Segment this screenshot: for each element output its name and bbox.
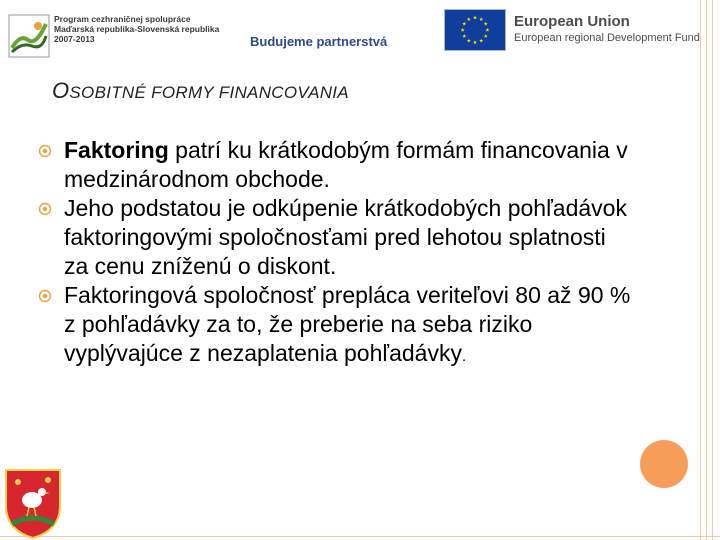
bullet-text: Faktoringová spoločnosť prepláca veriteľovi 80 až 90 % z pohľadávky za to, že preberie na seba riziko vyplývajúce z nezaplatenia pohľadávky (64, 282, 631, 366)
eu-title: European Union (514, 13, 630, 30)
program-line: Maďarská republika-Slovenská republika (54, 24, 220, 34)
bullet-sun-icon (38, 144, 52, 158)
bullet-item (34, 281, 634, 371)
program-line: Program cezhraničnej spolupráce (54, 14, 191, 24)
bullet-sun-icon (38, 202, 52, 216)
eu-subtitle: European regional Development Fund (514, 32, 700, 44)
eu-flag-icon (444, 9, 506, 51)
title-rest: SOBITNÉ FORMY FINANCOVANIA (69, 83, 349, 102)
bullet-tail: . (461, 348, 467, 365)
border-line (0, 536, 720, 537)
border-line (706, 0, 707, 540)
bullet-sun-icon (38, 289, 52, 303)
program-logo-icon (8, 14, 50, 58)
slide-content (34, 136, 634, 371)
program-text (54, 14, 219, 44)
bullet-text: patrí ku krátkodobým formám financovania v medzinárodnom obchode. (64, 137, 628, 192)
title-first-letter: O (52, 78, 70, 103)
bullet-item (34, 136, 634, 194)
bullet-text: Jeho podstatou je odkúpenie krátkodobých pohľadávok faktoringovými spoločnosťami pred lehotou splatnosti za cenu zníženú o diskont. (64, 195, 627, 279)
slide-title (52, 78, 349, 104)
bullet-item (34, 194, 634, 281)
decorative-circle (640, 440, 688, 488)
program-logo (8, 10, 248, 68)
border-line (712, 0, 713, 540)
slogan: Budujeme partnerstvá (250, 34, 388, 49)
bullet-bold-text: Faktoring (64, 137, 169, 163)
coat-of-arms-icon (2, 466, 64, 540)
program-line: 2007-2013 (54, 34, 95, 44)
border-line (700, 0, 701, 540)
